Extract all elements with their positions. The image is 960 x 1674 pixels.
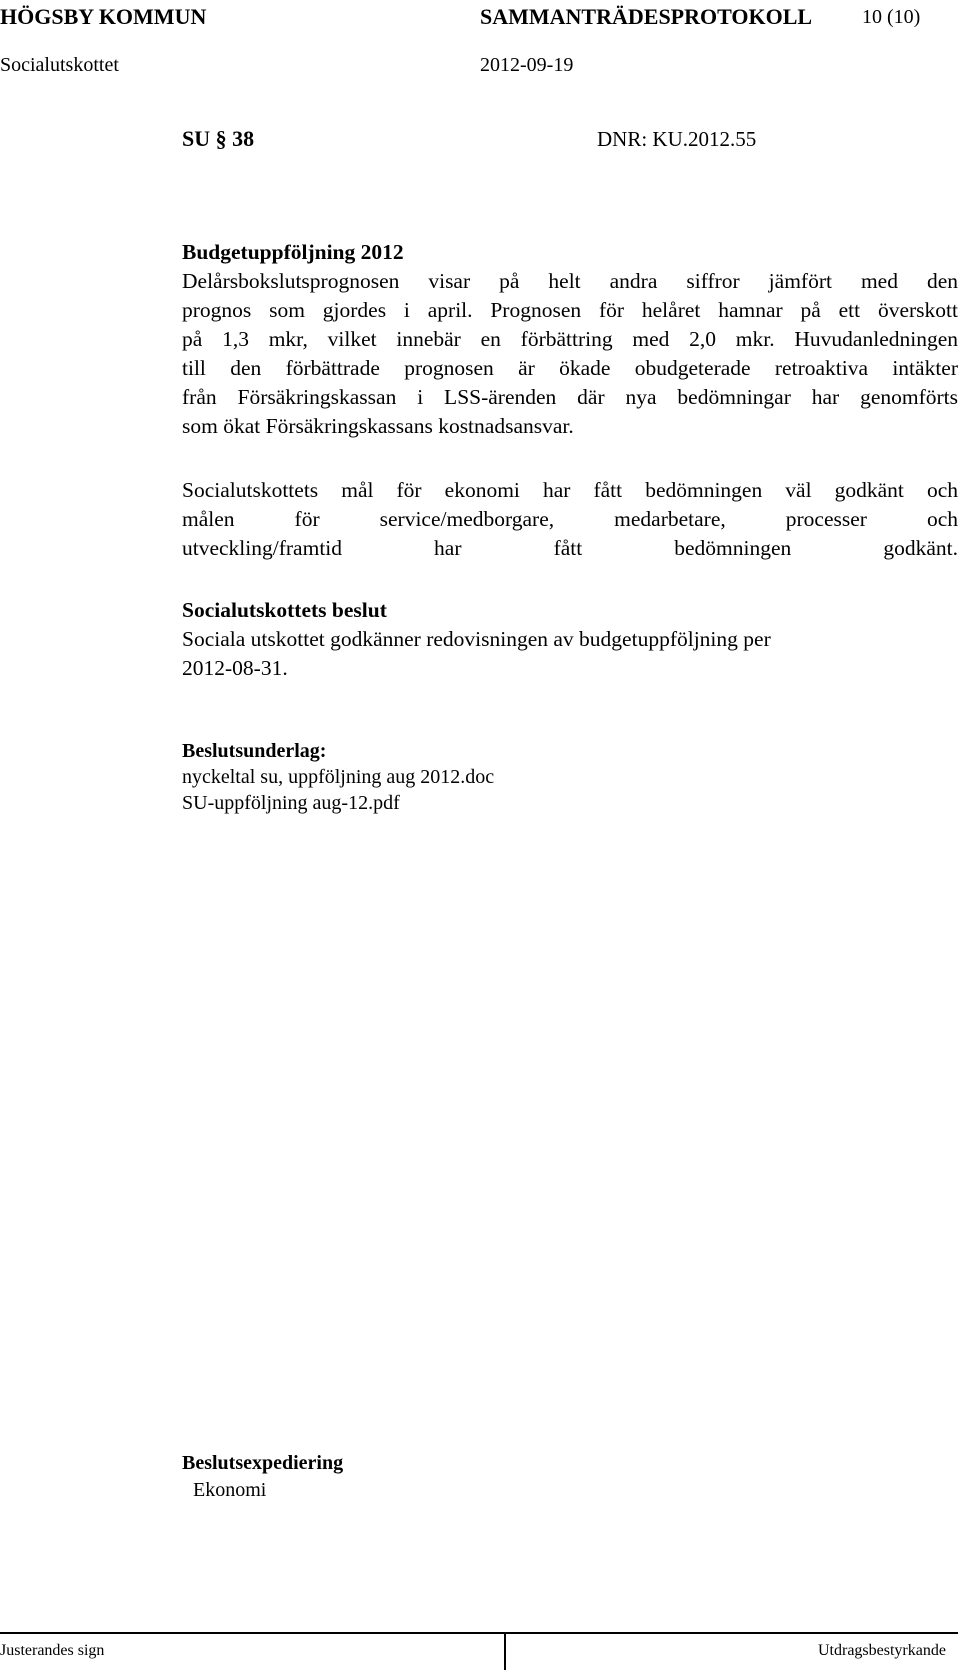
section-heading: Budgetuppföljning 2012: [182, 240, 404, 264]
paragraph-line: målen för service/medborgare, medarbetare, processer och: [182, 507, 958, 531]
case-number: SU § 38: [182, 126, 255, 151]
page-number: 10 (10): [862, 6, 921, 28]
paragraph-line: som ökat Försäkringskassans kostnadsansvar.: [182, 414, 574, 438]
paragraph-line: prognos som gjordes i april. Prognosen för helåret hamnar på ett överskott: [182, 298, 958, 322]
goals-paragraph: [182, 476, 958, 563]
decision-heading: Socialutskottets beslut: [182, 598, 387, 622]
budget-section: [182, 238, 958, 441]
committee-name: Socialutskottet: [0, 54, 119, 76]
dispatch-recipient: Ekonomi: [193, 1479, 267, 1501]
basis-item: nyckeltal su, uppföljning aug 2012.doc: [182, 766, 495, 788]
paragraph-line: från Försäkringskassan i LSS-ärenden där nya bedömningar har genomförts: [182, 385, 958, 409]
decision-text: Sociala utskottet godkänner redovisningen av budgetuppföljning per: [182, 627, 771, 651]
municipality-name: HÖGSBY KOMMUN: [0, 4, 207, 29]
paragraph-line: till den förbättrade prognosen är ökade obudgeterade retroaktiva intäkter: [182, 356, 958, 380]
paragraph-line: utveckling/framtid har fått bedömningen godkänt.: [182, 536, 958, 560]
paragraph-line: Delårsbokslutsprognosen visar på helt andra siffror jämfört med den: [182, 269, 958, 293]
dispatch-heading: Beslutsexpediering: [182, 1452, 344, 1474]
decision-basis: [182, 738, 958, 816]
footer-divider: [504, 1632, 506, 1670]
paragraph-line: Socialutskottets mål för ekonomi har fått bedömningen väl godkänt och: [182, 478, 958, 502]
footer-rule: [0, 1632, 958, 1634]
decision-section: [182, 596, 958, 683]
paragraph-line: på 1,3 mkr, vilket innebär en förbättring med 2,0 mkr. Huvudanledningen: [182, 327, 958, 351]
footer-justerandes-sign: Justerandes sign: [0, 1642, 105, 1659]
footer-utdragsbestyrkande: Utdragsbestyrkande: [818, 1642, 946, 1659]
basis-heading: Beslutsunderlag:: [182, 740, 327, 762]
case-dnr: DNR: KU.2012.55: [597, 127, 757, 151]
document-type: SAMMANTRÄDESPROTOKOLL: [480, 4, 813, 29]
meeting-date: 2012-09-19: [480, 54, 574, 76]
basis-item: SU-uppföljning aug-12.pdf: [182, 792, 400, 814]
decision-text: 2012-08-31.: [182, 656, 288, 680]
